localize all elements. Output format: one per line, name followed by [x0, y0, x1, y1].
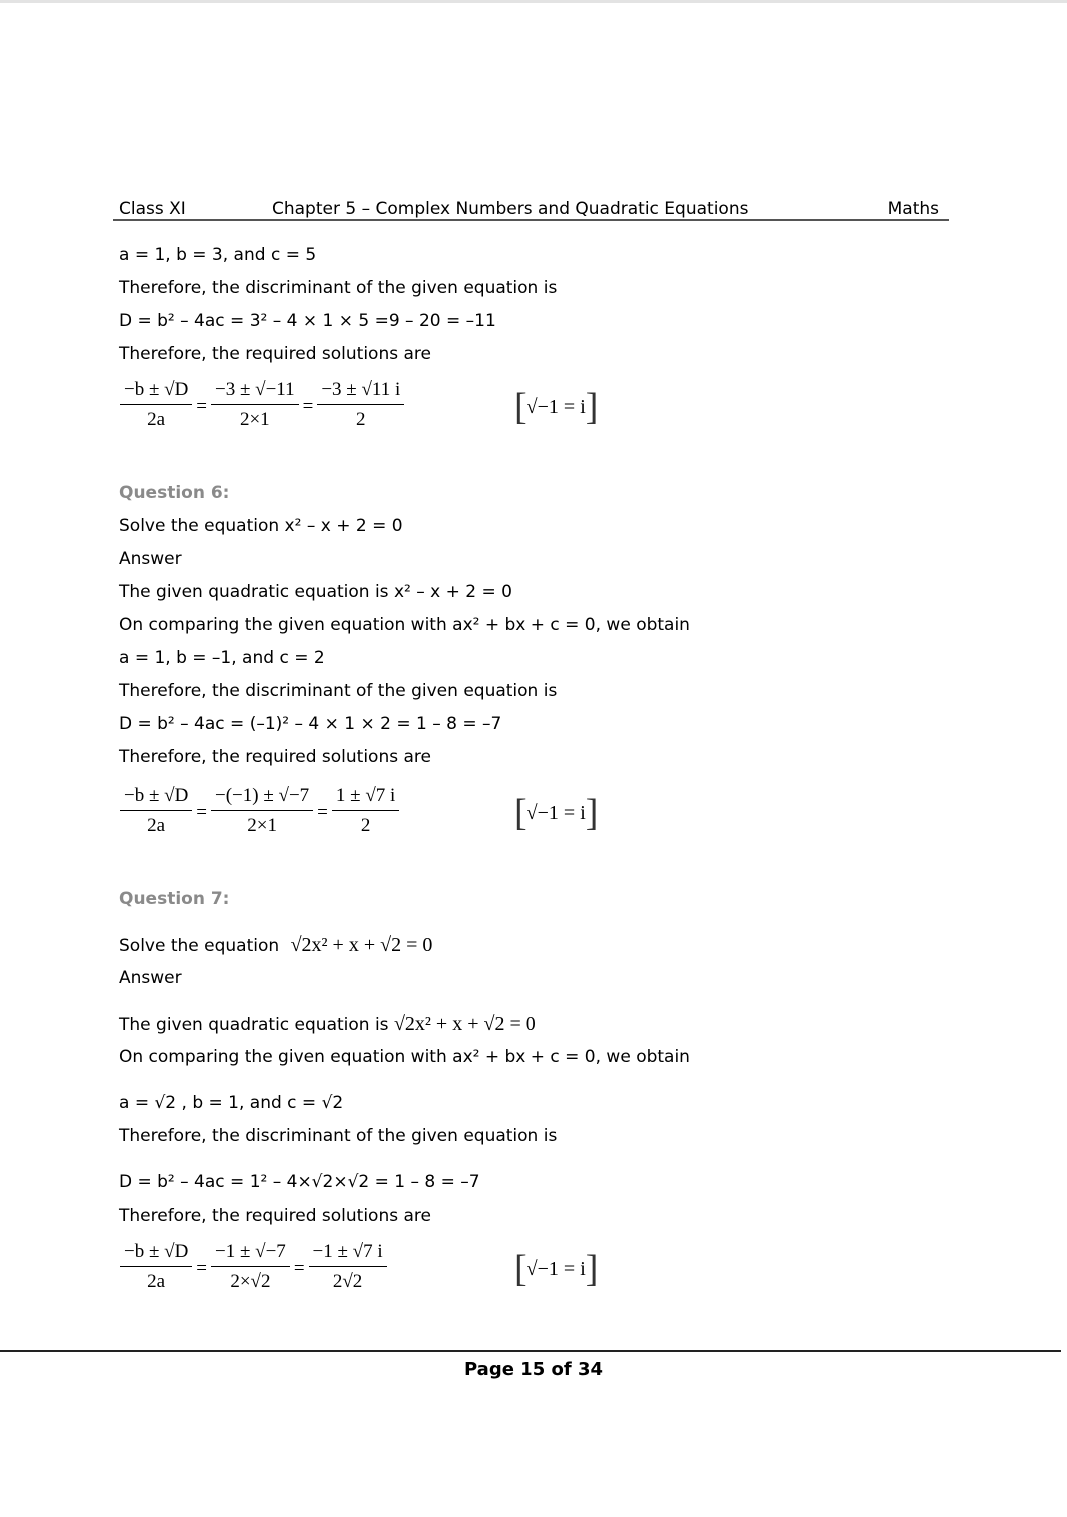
- chapter-title: Chapter 5 – Complex Numbers and Quadratic Equations: [272, 199, 749, 219]
- fraction: $\frac{-b \pm √D}{2a}$: [120, 378, 192, 432]
- q5-note: [ √−1 = i ]: [514, 386, 599, 428]
- q7-disc-intro: Therefore, the discriminant of the given equation is: [119, 1126, 558, 1146]
- page-number: Page 15 of 34: [463, 1359, 604, 1380]
- q7-prompt: Solve the equation √2x² + x + √2 = 0: [119, 934, 433, 956]
- q5-solution-formula: $\frac{-b \pm √D}{2a}$ = $\frac{-3 \pm √-11}{2\times 1}$ = $\frac{-3 \pm √11 i}{2}$: [120, 378, 404, 432]
- q5-disc-intro: Therefore, the discriminant of the given equation is: [119, 278, 558, 298]
- q7-sol-intro: Therefore, the required solutions are: [119, 1206, 431, 1226]
- q6-solution-formula: $\frac{-b \pm √D}{2a}$ = $\frac{-(-1) \pm √-7}{2\times 1}$ = $\frac{1 \pm √7 i}{2}$: [120, 784, 399, 838]
- q7-prompt-equation: √2x² + x + √2 = 0: [290, 934, 433, 956]
- fraction: $\frac{-3 \pm √-11}{2\times 1}$: [211, 378, 299, 432]
- q6-given: The given quadratic equation is x² – x + 2 = 0: [119, 582, 512, 602]
- subject-label: Maths: [887, 199, 939, 219]
- q7-given: The given quadratic equation is √2x² + x + √2 = 0: [119, 1013, 536, 1035]
- q5-disc-eq: D = b² – 4ac = 3² – 4 × 1 × 5 =9 – 20 = –11: [119, 311, 496, 331]
- q6-title: Question 6:: [119, 483, 230, 503]
- q5-coefficients: a = 1, b = 3, and c = 5: [119, 245, 317, 265]
- q7-note: [ √−1 = i ]: [514, 1248, 599, 1290]
- q7-given-equation: √2x² + x + √2 = 0: [393, 1013, 536, 1035]
- q7-answer-label: Answer: [119, 968, 182, 988]
- q6-answer-label: Answer: [119, 549, 182, 569]
- q7-comparing: On comparing the given equation with ax² + bx + c = 0, we obtain: [119, 1047, 690, 1067]
- q6-prompt: Solve the equation x² – x + 2 = 0: [119, 516, 403, 536]
- top-border: [0, 0, 1067, 3]
- footer-divider: [0, 1350, 1061, 1352]
- fraction: $\frac{-3 \pm √11 i}{2}$: [317, 378, 404, 432]
- q7-solution-formula: $\frac{-b \pm √D}{2a}$ = $\frac{-1 \pm √-7}{2\times√2}$ = $\frac{-1 \pm √7 i}{2√2}$: [120, 1240, 387, 1294]
- page-header: [113, 197, 949, 221]
- fraction: $\frac{-b \pm √D}{2a}$: [120, 1240, 192, 1294]
- q7-title: Question 7:: [119, 889, 230, 909]
- q6-disc-intro: Therefore, the discriminant of the given equation is: [119, 681, 558, 701]
- fraction: $\frac{-1 \pm √7 i}{2√2}$: [309, 1240, 387, 1294]
- q6-note: [ √−1 = i ]: [514, 792, 599, 834]
- fraction: $\frac{-(-1) \pm √-7}{2\times 1}$: [211, 784, 313, 838]
- q6-coefficients: a = 1, b = –1, and c = 2: [119, 648, 325, 668]
- fraction: $\frac{-1 \pm √-7}{2\times√2}$: [211, 1240, 290, 1294]
- q6-comparing: On comparing the given equation with ax² + bx + c = 0, we obtain: [119, 615, 690, 635]
- q5-sol-intro: Therefore, the required solutions are: [119, 344, 431, 364]
- fraction: $\frac{1 \pm √7 i}{2}$: [332, 784, 399, 838]
- q7-disc-eq: D = b² – 4ac = 1² – 4×√2×√2 = 1 – 8 = –7: [119, 1172, 480, 1192]
- q6-disc-eq: D = b² – 4ac = (–1)² – 4 × 1 × 2 = 1 – 8 = –7: [119, 714, 502, 734]
- fraction: $\frac{-b \pm √D}{2a}$: [120, 784, 192, 838]
- class-label: Class XI: [119, 199, 186, 219]
- q6-sol-intro: Therefore, the required solutions are: [119, 747, 431, 767]
- q7-coefficients: a = √2 , b = 1, and c = √2: [119, 1093, 344, 1113]
